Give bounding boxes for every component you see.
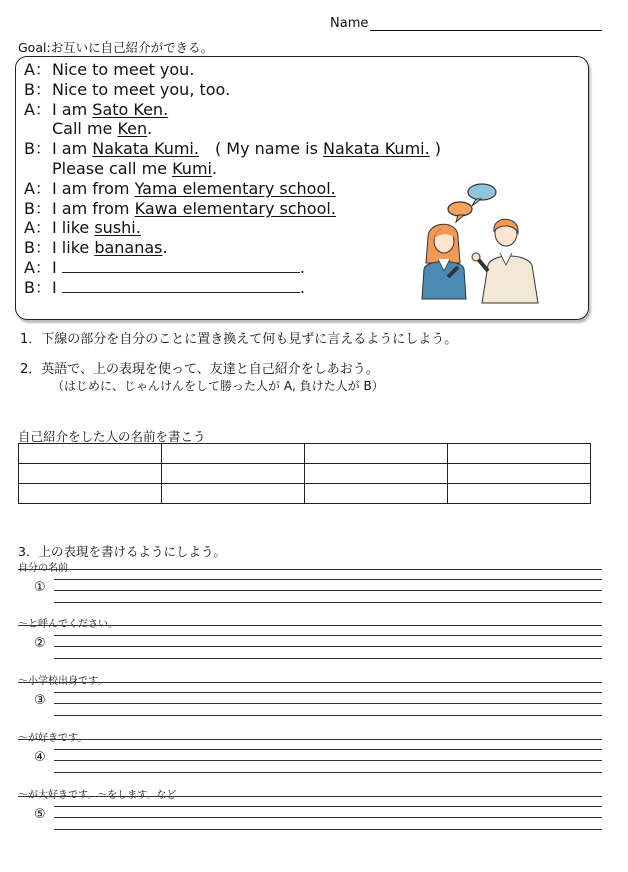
dialog-text: . bbox=[299, 258, 305, 277]
name-cell[interactable] bbox=[448, 444, 591, 464]
boy-figure-icon bbox=[472, 219, 538, 303]
name-cell[interactable] bbox=[305, 484, 448, 504]
writing-line[interactable] bbox=[54, 760, 602, 761]
dialog-line bbox=[24, 199, 336, 219]
item-number: ① bbox=[34, 580, 46, 595]
dialog-line bbox=[24, 100, 168, 120]
writing-line[interactable] bbox=[18, 739, 602, 740]
speech-bubble-right-icon bbox=[468, 184, 496, 206]
underlined-phrase: Kawa elementary school. bbox=[134, 198, 336, 218]
dialog-text: I bbox=[52, 277, 62, 297]
dialog-text: . bbox=[162, 238, 168, 258]
speaker-label: B： bbox=[24, 198, 51, 218]
name-cell[interactable] bbox=[305, 444, 448, 464]
writing-prompt-label: 自分の名前 bbox=[18, 563, 68, 574]
writing-line[interactable] bbox=[54, 703, 602, 704]
item-number: ④ bbox=[34, 750, 46, 765]
goal-text: Goal:お互いに自己紹介ができる。 bbox=[18, 40, 214, 55]
speaker-label: A： bbox=[24, 60, 51, 79]
writing-line[interactable] bbox=[54, 749, 602, 750]
dialog-text: . bbox=[211, 159, 218, 178]
instruction-2: 2．英語で、上の表現を使って、友達と自己紹介をしあおう。 bbox=[20, 362, 379, 377]
names-table bbox=[18, 443, 591, 504]
writing-line[interactable] bbox=[54, 772, 602, 773]
dialog-text: . bbox=[147, 119, 153, 139]
writing-line[interactable] bbox=[54, 806, 602, 807]
writing-line[interactable] bbox=[54, 829, 602, 830]
writing-line[interactable] bbox=[54, 715, 602, 716]
writing-line[interactable] bbox=[54, 692, 602, 693]
writing-section-title: 3．上の表現を書けるようにしよう。 bbox=[18, 544, 226, 559]
speaker-label: A： bbox=[24, 99, 51, 119]
speaker-label: B： bbox=[24, 79, 51, 99]
writing-prompt-label: ～が大好きです。～をします。など bbox=[18, 790, 177, 801]
table-row bbox=[19, 444, 591, 464]
dialog-line bbox=[24, 80, 230, 100]
underlined-phrase: Ken bbox=[117, 119, 148, 139]
writing-line[interactable] bbox=[54, 579, 602, 580]
writing-line[interactable] bbox=[54, 817, 602, 818]
speaker-label: A： bbox=[24, 178, 51, 198]
dialog-line bbox=[24, 218, 141, 238]
writing-line[interactable] bbox=[54, 635, 602, 636]
writing-line[interactable] bbox=[54, 590, 602, 591]
dialog-text: Nice to meet you, too. bbox=[52, 79, 231, 99]
dialog-line bbox=[24, 278, 305, 298]
dialog-line bbox=[24, 139, 441, 159]
writing-prompt-label: ～と呼んでください。 bbox=[18, 619, 118, 630]
name-cell[interactable] bbox=[448, 484, 591, 504]
table-row bbox=[19, 464, 591, 484]
speaker-label: B： bbox=[24, 277, 51, 297]
writing-line[interactable] bbox=[18, 796, 602, 797]
dialog-line bbox=[24, 60, 194, 80]
underlined-phrase: Nakata Kumi. bbox=[92, 139, 199, 159]
dialog-text: Please call me bbox=[52, 159, 173, 178]
writing-line[interactable] bbox=[18, 682, 602, 683]
speaker-label: A： bbox=[24, 258, 51, 277]
underlined-phrase: sushi. bbox=[94, 218, 141, 238]
speaker-label: B： bbox=[24, 238, 51, 258]
dialog-text: Call me bbox=[52, 119, 118, 139]
speaker-label: A： bbox=[24, 218, 51, 238]
name-field bbox=[330, 16, 602, 31]
name-cell[interactable] bbox=[448, 464, 591, 484]
answer-blank[interactable] bbox=[62, 258, 300, 273]
writing-line[interactable] bbox=[54, 658, 602, 659]
underlined-phrase: Sato Ken. bbox=[92, 99, 169, 119]
name-cell[interactable] bbox=[162, 464, 305, 484]
dialog-line bbox=[24, 159, 217, 179]
writing-line[interactable] bbox=[18, 569, 602, 570]
table-row bbox=[19, 484, 591, 504]
instruction-2-note: （はじめに、じゃんけんをして勝った人が A, 負けた人が B） bbox=[52, 379, 384, 393]
dialog-text: Nice to meet you. bbox=[52, 60, 195, 79]
girl-figure-icon bbox=[422, 224, 466, 299]
answer-blank[interactable] bbox=[62, 278, 300, 293]
dialog-text: I like bbox=[52, 218, 95, 238]
dialog-text: I like bbox=[52, 238, 95, 258]
speech-bubble-left-icon bbox=[448, 202, 472, 222]
dialog-text: I am bbox=[52, 139, 93, 159]
name-cell[interactable] bbox=[162, 484, 305, 504]
dialog-text: ( My name is bbox=[198, 139, 323, 159]
item-number: ② bbox=[34, 636, 46, 651]
name-label: Name bbox=[330, 16, 369, 31]
name-cell[interactable] bbox=[162, 444, 305, 464]
dialog-box bbox=[15, 56, 589, 320]
item-number: ⑤ bbox=[34, 807, 46, 822]
dialog-text: I am from bbox=[52, 178, 135, 198]
name-cell[interactable] bbox=[305, 464, 448, 484]
name-cell[interactable] bbox=[19, 484, 162, 504]
dialog-text: . bbox=[299, 277, 305, 297]
underlined-phrase: Nakata Kumi. bbox=[323, 139, 430, 159]
instruction-1: 1．下線の部分を自分のことに置き換えて何も見ずに言えるようにしよう。 bbox=[20, 332, 458, 347]
dialog-line bbox=[24, 119, 152, 139]
item-number: ③ bbox=[34, 693, 46, 708]
conversation-illustration bbox=[414, 179, 544, 304]
writing-prompt-label: ～小学校出身です。 bbox=[18, 676, 108, 687]
writing-line[interactable] bbox=[54, 646, 602, 647]
dialog-line bbox=[24, 238, 168, 258]
dialog-text: I am from bbox=[52, 198, 135, 218]
name-line[interactable] bbox=[370, 16, 602, 31]
writing-line[interactable] bbox=[18, 625, 602, 626]
underlined-phrase: bananas bbox=[94, 238, 163, 258]
speaker-label: B： bbox=[24, 139, 51, 159]
name-cell[interactable] bbox=[19, 464, 162, 484]
dialog-line bbox=[24, 258, 305, 278]
names-section-title: 自己紹介をした人の名前を書こう bbox=[18, 429, 206, 444]
dialog-text: I am bbox=[52, 99, 93, 119]
dialog-text: ) bbox=[429, 139, 442, 159]
dialog-text: I bbox=[52, 258, 62, 277]
writing-prompt-label: ～が好きです。 bbox=[18, 733, 88, 744]
dialog-line bbox=[24, 179, 336, 199]
name-cell[interactable] bbox=[19, 444, 162, 464]
writing-line[interactable] bbox=[54, 602, 602, 603]
underlined-phrase: Kumi bbox=[172, 159, 212, 178]
underlined-phrase: Yama elementary school. bbox=[134, 178, 336, 198]
